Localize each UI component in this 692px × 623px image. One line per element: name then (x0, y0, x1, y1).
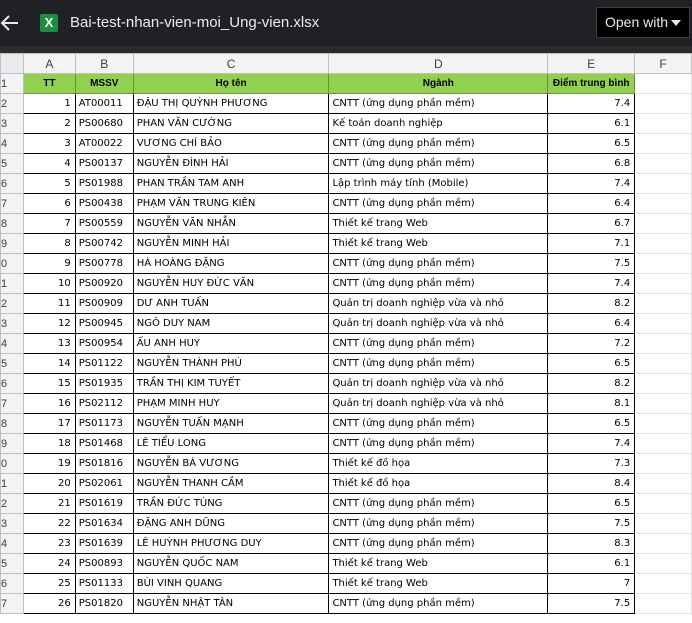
cell-name[interactable]: NGUYỄN QUỐC NAM (133, 554, 329, 574)
spreadsheet-grid (0, 53, 692, 614)
column-header-e[interactable]: E (548, 54, 635, 74)
cell-score[interactable]: 8.4 (548, 474, 635, 494)
table-row (1, 154, 692, 174)
cell-mssv[interactable]: PS01816 (75, 454, 133, 474)
arrow-left-icon (0, 10, 24, 36)
cell-major[interactable]: Quản trị doanh nghiệp vừa và nhỏ (329, 394, 548, 414)
cell-score[interactable]: 6.5 (548, 494, 635, 514)
cell-major[interactable]: CNTT (ứng dụng phần mềm) (329, 194, 548, 214)
empty-cell[interactable] (635, 374, 692, 394)
table-row (1, 394, 692, 414)
table-row (1, 434, 692, 454)
cell-tt[interactable]: 22 (23, 514, 75, 534)
cell-mssv[interactable]: PS00438 (75, 194, 133, 214)
row-header[interactable]: 3 (1, 314, 24, 334)
table-row (1, 534, 692, 554)
table-header-cell[interactable]: MSSV (75, 74, 133, 94)
cell-major[interactable]: Kế toán doanh nghiệp (329, 114, 548, 134)
cell-score[interactable]: 6.4 (548, 194, 635, 214)
row-header[interactable]: 2 (1, 294, 24, 314)
cell-major[interactable]: Thiết kế trang Web (329, 554, 548, 574)
row-header[interactable]: 8 (1, 414, 24, 434)
cell-major[interactable]: CNTT (ứng dụng phần mềm) (329, 594, 548, 614)
cell-mssv[interactable]: PS01133 (75, 574, 133, 594)
cell-major[interactable]: CNTT (ứng dụng phần mềm) (329, 414, 548, 434)
row-header[interactable]: 2 (1, 494, 24, 514)
cell-name[interactable]: ẤU ANH HUY (133, 334, 329, 354)
cell-mssv[interactable]: PS00954 (75, 334, 133, 354)
cell-tt[interactable]: 24 (23, 554, 75, 574)
cell-name[interactable]: NGUYỄN MINH HẢI (133, 234, 329, 254)
row-header[interactable]: 7 (1, 394, 24, 414)
cell-major[interactable]: CNTT (ứng dụng phần mềm) (329, 134, 548, 154)
cell-name[interactable]: NGUYỄN VĂN NHẪN (133, 214, 329, 234)
cell-mssv[interactable]: PS01634 (75, 514, 133, 534)
row-header[interactable]: 7 (1, 194, 24, 214)
cell-name[interactable]: NGÔ DUY NAM (133, 314, 329, 334)
cell-tt[interactable]: 5 (23, 174, 75, 194)
cell-mssv[interactable]: PS01468 (75, 434, 133, 454)
cell-name[interactable]: ĐẶNG ANH DŨNG (133, 514, 329, 534)
table-row (1, 374, 692, 394)
empty-cell[interactable] (635, 514, 692, 534)
cell-mssv[interactable]: PS00559 (75, 214, 133, 234)
cell-mssv[interactable]: PS01820 (75, 594, 133, 614)
cell-score[interactable]: 6.5 (548, 354, 635, 374)
cell-tt[interactable]: 20 (23, 474, 75, 494)
cell-major[interactable]: Quản trị doanh nghiệp vừa và nhỏ (329, 374, 548, 394)
table-row (1, 554, 692, 574)
table-row (1, 194, 692, 214)
cell-score[interactable]: 8.3 (548, 534, 635, 554)
cell-score[interactable]: 7 (548, 574, 635, 594)
empty-cell[interactable] (635, 214, 692, 234)
cell-tt[interactable]: 16 (23, 394, 75, 414)
cell-score[interactable]: 6.1 (548, 554, 635, 574)
cell-name[interactable]: PHẠM MINH HUY (133, 394, 329, 414)
cell-tt[interactable]: 25 (23, 574, 75, 594)
cell-name[interactable]: NGUYỄN NHẬT TÂN (133, 594, 329, 614)
table-row (1, 574, 692, 594)
row-header[interactable]: 7 (1, 594, 24, 614)
cell-mssv[interactable]: PS01935 (75, 374, 133, 394)
empty-cell[interactable] (635, 494, 692, 514)
empty-cell[interactable] (635, 174, 692, 194)
cell-mssv[interactable]: PS00680 (75, 114, 133, 134)
table-row (1, 254, 692, 274)
empty-cell[interactable] (635, 394, 692, 414)
empty-cell[interactable] (635, 294, 692, 314)
cell-mssv[interactable]: PS00778 (75, 254, 133, 274)
empty-cell[interactable] (635, 134, 692, 154)
cell-tt[interactable]: 17 (23, 414, 75, 434)
cell-name[interactable]: LÊ HUỲNH PHƯƠNG DUY (133, 534, 329, 554)
empty-cell[interactable] (635, 534, 692, 554)
cell-tt[interactable]: 8 (23, 234, 75, 254)
cell-score[interactable]: 7.4 (548, 434, 635, 454)
empty-cell[interactable] (635, 454, 692, 474)
row-header[interactable]: 4 (1, 534, 24, 554)
table-row (1, 334, 692, 354)
cell-score[interactable]: 7.5 (548, 254, 635, 274)
table-row (1, 114, 692, 134)
row-header[interactable]: 0 (1, 454, 24, 474)
cell-tt[interactable]: 13 (23, 334, 75, 354)
row-header[interactable]: 2 (1, 94, 24, 114)
cell-name[interactable]: NGUYỄN HUY ĐỨC VĂN (133, 274, 329, 294)
cell-score[interactable]: 7.5 (548, 594, 635, 614)
row-header[interactable]: 5 (1, 554, 24, 574)
cell-name[interactable]: NGUYỄN THANH CẦM (133, 474, 329, 494)
cell-tt[interactable]: 10 (23, 274, 75, 294)
empty-cell[interactable] (635, 354, 692, 374)
cell-score[interactable]: 7.4 (548, 94, 635, 114)
cell-major[interactable]: CNTT (ứng dụng phần mềm) (329, 514, 548, 534)
row-header[interactable]: 4 (1, 334, 24, 354)
cell-tt[interactable]: 19 (23, 454, 75, 474)
toolbar-gap (0, 46, 692, 53)
table-header-cell[interactable]: Điểm trung bình (548, 74, 635, 94)
cell-major[interactable]: Thiết kế đồ họa (329, 474, 548, 494)
empty-cell[interactable] (635, 154, 692, 174)
cell-major[interactable]: Thiết kế trang Web (329, 234, 548, 254)
table-row (1, 414, 692, 434)
table-row (1, 454, 692, 474)
cell-major[interactable]: Thiết kế trang Web (329, 214, 548, 234)
empty-cell[interactable] (635, 234, 692, 254)
cell-tt[interactable]: 9 (23, 254, 75, 274)
table-row (1, 274, 692, 294)
empty-cell[interactable] (635, 74, 692, 94)
column-header-c[interactable]: C (133, 54, 329, 74)
cell-name[interactable]: BÙI VINH QUANG (133, 574, 329, 594)
file-name: Bai-test-nhan-vien-moi_Ung-vien.xlsx (70, 14, 320, 31)
cell-score[interactable]: 7.2 (548, 334, 635, 354)
cell-major[interactable]: CNTT (ứng dụng phần mềm) (329, 434, 548, 454)
cell-major[interactable]: Quản trị doanh nghiệp vừa và nhỏ (329, 314, 548, 334)
row-header[interactable]: 5 (1, 354, 24, 374)
cell-score[interactable]: 8.2 (548, 294, 635, 314)
table-row (1, 494, 692, 514)
empty-cell[interactable] (635, 474, 692, 494)
cell-score[interactable]: 6.5 (548, 414, 635, 434)
cell-mssv[interactable]: PS01639 (75, 534, 133, 554)
row-header[interactable]: 5 (1, 154, 24, 174)
cell-mssv[interactable]: PS01122 (75, 354, 133, 374)
cell-name[interactable]: NGUYỄN TUẤN MẠNH (133, 414, 329, 434)
table-row (1, 514, 692, 534)
back-button[interactable] (0, 10, 24, 36)
cell-name[interactable]: TRẦN ĐỨC TÙNG (133, 494, 329, 514)
cell-tt[interactable]: 6 (23, 194, 75, 214)
cell-score[interactable]: 6.7 (548, 214, 635, 234)
empty-cell[interactable] (635, 274, 692, 294)
row-header[interactable]: 6 (1, 574, 24, 594)
empty-cell[interactable] (635, 594, 692, 614)
cell-major[interactable]: Lập trình máy tính (Mobile) (329, 174, 548, 194)
cell-mssv[interactable]: PS01173 (75, 414, 133, 434)
empty-cell[interactable] (635, 314, 692, 334)
empty-cell[interactable] (635, 334, 692, 354)
cell-major[interactable]: CNTT (ứng dụng phần mềm) (329, 494, 548, 514)
excel-file-icon: X (40, 14, 58, 32)
row-header[interactable]: 1 (1, 274, 24, 294)
cell-mssv[interactable]: PS01988 (75, 174, 133, 194)
table-header-cell[interactable]: TT (23, 74, 75, 94)
cell-mssv[interactable]: PS01619 (75, 494, 133, 514)
table-row (1, 214, 692, 234)
cell-score[interactable]: 7.4 (548, 274, 635, 294)
cell-mssv[interactable]: PS00137 (75, 154, 133, 174)
cell-tt[interactable]: 12 (23, 314, 75, 334)
table-row (1, 474, 692, 494)
cell-major[interactable]: Quản trị doanh nghiệp vừa và nhỏ (329, 294, 548, 314)
cell-name[interactable]: PHAN TRẦN TAM ANH (133, 174, 329, 194)
cell-major[interactable]: CNTT (ứng dụng phần mềm) (329, 534, 548, 554)
cell-major[interactable]: CNTT (ứng dụng phần mềm) (329, 254, 548, 274)
cell-major[interactable]: CNTT (ứng dụng phần mềm) (329, 354, 548, 374)
row-header[interactable]: 9 (1, 434, 24, 454)
empty-cell[interactable] (635, 434, 692, 454)
cell-mssv[interactable]: AT00022 (75, 134, 133, 154)
empty-cell[interactable] (635, 554, 692, 574)
table-row (1, 314, 692, 334)
column-header-a[interactable]: A (23, 54, 75, 74)
table-row (1, 234, 692, 254)
cell-score[interactable]: 6.5 (548, 134, 635, 154)
row-header[interactable]: 3 (1, 114, 24, 134)
cell-name[interactable]: VƯƠNG CHÍ BẢO (133, 134, 329, 154)
cell-mssv[interactable]: PS00909 (75, 294, 133, 314)
row-header[interactable]: 9 (1, 234, 24, 254)
cell-major[interactable]: Thiết kế trang Web (329, 574, 548, 594)
select-all-corner[interactable] (1, 54, 24, 74)
cell-score[interactable]: 6.1 (548, 114, 635, 134)
cell-score[interactable]: 8.2 (548, 374, 635, 394)
empty-cell[interactable] (635, 194, 692, 214)
empty-cell[interactable] (635, 114, 692, 134)
cell-tt[interactable]: 11 (23, 294, 75, 314)
empty-cell[interactable] (635, 254, 692, 274)
caret-down-icon (671, 20, 681, 26)
cell-name[interactable]: PHẠM VĂN TRUNG KIÊN (133, 194, 329, 214)
cell-major[interactable]: CNTT (ứng dụng phần mềm) (329, 154, 548, 174)
row-header[interactable]: 1 (1, 474, 24, 494)
row-header[interactable]: 0 (1, 254, 24, 274)
column-header-f[interactable]: F (635, 54, 692, 74)
column-header-d[interactable]: D (329, 54, 548, 74)
cell-mssv[interactable]: PS02112 (75, 394, 133, 414)
cell-major[interactable]: CNTT (ứng dụng phần mềm) (329, 94, 548, 114)
row-header[interactable]: 3 (1, 514, 24, 534)
cell-tt[interactable]: 23 (23, 534, 75, 554)
cell-score[interactable]: 7.3 (548, 454, 635, 474)
cell-score[interactable]: 7.4 (548, 174, 635, 194)
row-header[interactable]: 6 (1, 374, 24, 394)
cell-mssv[interactable]: AT00011 (75, 94, 133, 114)
cell-score[interactable]: 7.5 (548, 514, 635, 534)
table-row (1, 174, 692, 194)
cell-name[interactable]: NGUYỄN THÀNH PHÚ (133, 354, 329, 374)
table-header-cell[interactable]: Ngành (329, 74, 548, 94)
table-row (1, 294, 692, 314)
row-header[interactable]: 6 (1, 174, 24, 194)
cell-mssv[interactable]: PS00893 (75, 554, 133, 574)
cell-tt[interactable]: 3 (23, 134, 75, 154)
row-header[interactable]: 1 (1, 74, 24, 94)
cell-mssv[interactable]: PS02061 (75, 474, 133, 494)
cell-name[interactable]: ĐẬU THỊ QUỲNH PHƯƠNG (133, 94, 329, 114)
cell-major[interactable]: CNTT (ứng dụng phần mềm) (329, 274, 548, 294)
open-with-label: Open with (605, 14, 669, 30)
cell-name[interactable]: PHAN VĂN CƯỜNG (133, 114, 329, 134)
cell-name[interactable]: NGUYỄN BÁ VƯƠNG (133, 454, 329, 474)
cell-mssv[interactable]: PS00742 (75, 234, 133, 254)
cell-tt[interactable]: 7 (23, 214, 75, 234)
cell-tt[interactable]: 4 (23, 154, 75, 174)
cell-name[interactable]: DƯ ANH TUẤN (133, 294, 329, 314)
row-header[interactable]: 4 (1, 134, 24, 154)
cell-name[interactable]: HÀ HOÀNG ĐẶNG (133, 254, 329, 274)
cell-score[interactable]: 7.1 (548, 234, 635, 254)
table-row (1, 594, 692, 614)
table-header-cell[interactable]: Họ tên (133, 74, 329, 94)
cell-tt[interactable]: 14 (23, 354, 75, 374)
empty-cell[interactable] (635, 94, 692, 114)
table-row (1, 134, 692, 154)
cell-tt[interactable]: 1 (23, 94, 75, 114)
cell-score[interactable]: 8.1 (548, 394, 635, 414)
open-with-button[interactable] (596, 7, 690, 38)
cell-tt[interactable]: 2 (23, 114, 75, 134)
table-row (1, 94, 692, 114)
empty-cell[interactable] (635, 574, 692, 594)
cell-score[interactable]: 6.8 (548, 154, 635, 174)
empty-cell[interactable] (635, 414, 692, 434)
cell-major[interactable]: CNTT (ứng dụng phần mềm) (329, 334, 548, 354)
cell-major[interactable]: Thiết kế đồ họa (329, 454, 548, 474)
row-header[interactable]: 8 (1, 214, 24, 234)
cell-tt[interactable]: 26 (23, 594, 75, 614)
cell-name[interactable]: NGUYỄN ĐÌNH HẢI (133, 154, 329, 174)
cell-mssv[interactable]: PS00920 (75, 274, 133, 294)
cell-name[interactable]: LÊ TIỂU LONG (133, 434, 329, 454)
cell-tt[interactable]: 18 (23, 434, 75, 454)
cell-score[interactable]: 6.4 (548, 314, 635, 334)
app-bar (0, 0, 692, 46)
column-header-b[interactable]: B (75, 54, 133, 74)
cell-name[interactable]: TRẦN THỊ KIM TUYẾT (133, 374, 329, 394)
cell-mssv[interactable]: PS00945 (75, 314, 133, 334)
table-row (1, 354, 692, 374)
cell-tt[interactable]: 21 (23, 494, 75, 514)
cell-tt[interactable]: 15 (23, 374, 75, 394)
